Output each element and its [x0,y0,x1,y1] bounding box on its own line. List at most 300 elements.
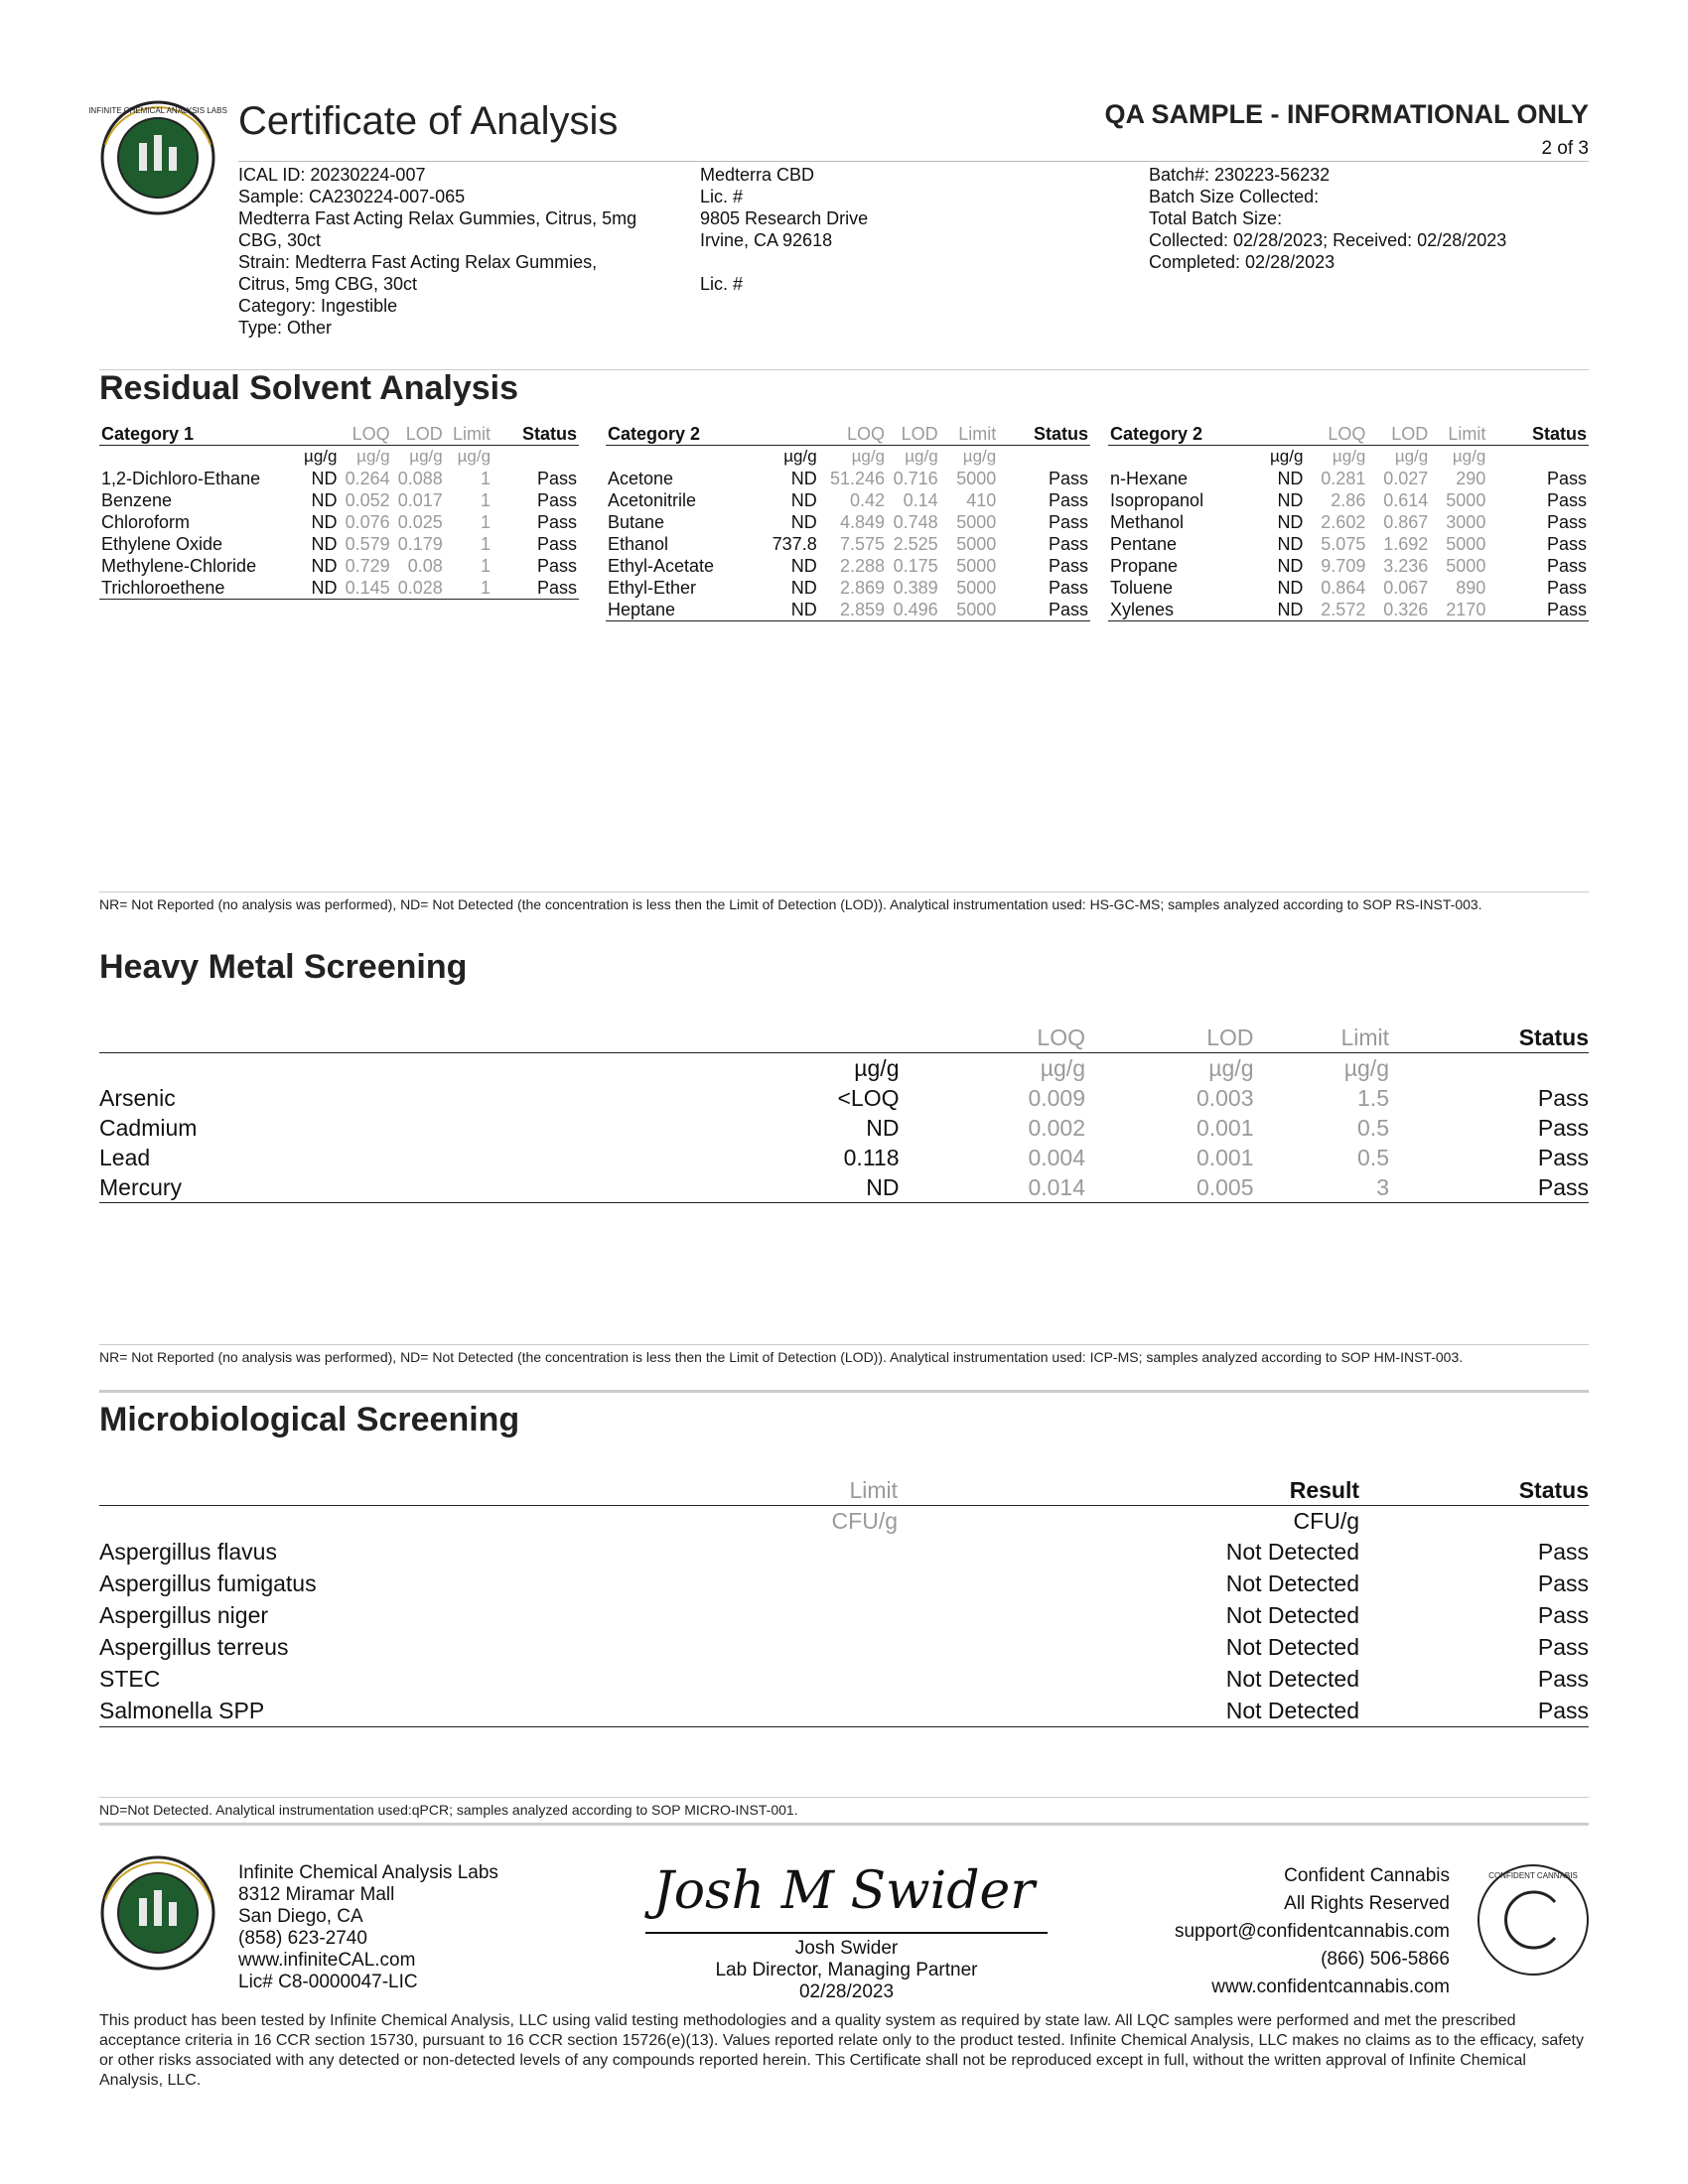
cc-contact-line: All Rights Reserved [1284,1893,1450,1914]
result-value: 737.8 [772,534,817,554]
status-value: Pass [1546,578,1587,598]
status-value: Pass [536,512,577,532]
lod-value: 0.175 [893,556,938,576]
result-value: ND [790,490,817,510]
batch-info-line: Batch#: 230223-56232 [1149,165,1331,185]
lod-header: LOD [1367,423,1430,446]
status-value: Pass [1487,599,1589,621]
limit-value: 290 [1456,469,1486,488]
section-rule [99,1823,1589,1826]
solvent-table-2 [606,423,1090,621]
table-row [99,511,579,533]
unit-label: µg/g [409,447,443,466]
limit-value: 0.5 [1357,1115,1389,1141]
lod-value: 0.716 [893,469,938,488]
header-rule [238,161,1589,162]
result-value: ND [546,1172,900,1203]
analyte-name: Heptane [606,599,756,621]
loq-value: 0.729 [345,556,390,576]
analyte-name: Isopropanol [1110,490,1204,510]
table-row [99,533,579,555]
lod-value: 0.614 [1383,490,1429,510]
limit-value: 1 [481,556,492,576]
result-value: ND [1247,599,1305,621]
analyte-name: Butane [608,512,665,532]
loq-value: 0.052 [345,490,390,510]
result-value: ND [1277,512,1304,532]
lod-value: 0.088 [397,469,443,488]
limit-value: 5000 [956,469,997,488]
analyte-name: Ethanol [608,534,669,554]
analyte-name: Aspergillus niger [99,1602,269,1628]
status-value: Pass [492,577,579,600]
lod-value: 0.028 [392,577,445,600]
section-rule [99,1390,1589,1393]
result-value: ND [311,490,338,510]
analyte-name: Xylenes [1108,599,1247,621]
analyte-name: Methanol [1110,512,1185,532]
limit-value: 1 [481,512,492,532]
lab-contact [238,1862,576,1993]
unit-label: µg/g [962,447,997,466]
unit-label: µg/g [457,447,492,466]
status-header: Status [1359,1475,1589,1506]
status-value: Pass [1537,1570,1589,1596]
signed-date: 02/28/2023 [798,1981,895,2002]
lod-value: 0.003 [1196,1085,1254,1111]
status-value: Pass [1537,1115,1589,1141]
batch-info-line: Completed: 02/28/2023 [1149,252,1336,272]
qa-label: QA SAMPLE - INFORMATIONAL ONLY [1104,99,1589,129]
limit-value: 1.5 [1357,1085,1389,1111]
ical-logo-bottom [99,1854,216,1972]
loq-value: 0.42 [849,490,886,510]
result-value: Not Detected [1225,1602,1359,1628]
result-value: Not Detected [1225,1570,1359,1596]
client-info-line: 9805 Research Drive [700,208,869,228]
status-value: Pass [1048,556,1088,576]
client-info-line: Lic. # [700,187,744,206]
unit-label: µg/g [1394,447,1429,466]
result-value: ND [1277,490,1304,510]
status-header: Status [998,423,1090,446]
status-value: Pass [536,534,577,554]
loq-value: 9.709 [1321,556,1366,576]
cc-email-link[interactable]: support@confidentcannabis.com [1174,1921,1450,1942]
result-value: ND [790,512,817,532]
limit-value: 5000 [1446,556,1486,576]
client-info-line: Medterra CBD [700,165,815,185]
analyte-name: Cadmium [99,1115,198,1141]
limit-value: 1 [445,577,492,600]
loq-value: 5.075 [1321,534,1366,554]
limit-value [621,1663,898,1695]
table-row [99,555,579,577]
status-value: Pass [1048,512,1088,532]
status-value: Pass [1546,490,1587,510]
limit-value: 3000 [1446,512,1486,532]
analyte-name: Ethyl-Acetate [608,556,715,576]
lod-value: 0.027 [1383,469,1429,488]
signer-info [645,1938,1048,2003]
limit-value [621,1536,898,1568]
unit-label: µg/g [783,447,817,466]
page-number: 2 of 3 [1541,138,1589,159]
lab-contact-line: (858) 623-2740 [238,1928,367,1949]
analyte-name: n-Hexane [1110,469,1189,488]
limit-header: Limit [1430,423,1487,446]
table-row [1108,489,1589,511]
result-value: Not Detected [1225,1634,1359,1660]
lod-value: 0.017 [397,490,443,510]
table-row [1108,555,1589,577]
lod-value: 0.496 [887,599,940,621]
limit-value: 5000 [940,599,999,621]
result-header: Result [898,1475,1359,1506]
result-value: ND [291,577,339,600]
table-row [99,1599,1589,1631]
table-row [99,1083,1589,1113]
loq-value: 4.849 [839,512,886,532]
limit-header: Limit [1254,1023,1390,1053]
disclaimer: This product has been tested by Infinite Chemical Analysis, LLC using valid testing methodologies and a quality system as required by state law. All LQC samples were performed and met the prescribed acceptance criteria in 16 CCR section 15730, pursuant to 16 CCR section 15726(e)(13). Values reported relate only to the product tested. Infinite Chemical Analysis, LLC makes no claims as to the efficacy, safety or other risks associated with any detected or non-detected levels of any compounds reported herein. This Certificate shall not be reproduced except in full, without the written approval of Infinite Chemical Analysis, LLC. [99,2012,1584,2089]
metals-note: NR= Not Reported (no analysis was performed), ND= Not Detected (the concentration is less then the Limit of Detection (LOD)). Analytical instrumentation used: ICP-MS; samples analyzed according to SOP HM-INST-003. [99,1349,1464,1365]
analyte-name: Aspergillus terreus [99,1634,289,1660]
table-row [99,1113,1589,1143]
limit-value: 3 [1254,1172,1390,1203]
analyte-name: Trichloroethene [99,577,291,600]
lab-contact-line: Infinite Chemical Analysis Labs [238,1862,498,1883]
category-header: Category 1 [99,423,291,446]
lod-value: 2.525 [893,534,938,554]
loq-value: 0.004 [1028,1145,1085,1170]
limit-value: 2170 [1430,599,1487,621]
limit-value [621,1568,898,1599]
client-info [700,164,998,295]
metals-section-title: Heavy Metal Screening [99,948,468,986]
status-value: Pass [1359,1695,1589,1726]
table-row [606,489,1090,511]
result-value: ND [790,469,817,488]
limit-value: 1 [481,534,492,554]
status-header: Status [492,423,579,446]
analyte-name: Aspergillus flavus [99,1539,277,1565]
analyte-name: Benzene [101,490,173,510]
micro-table [99,1475,1589,1727]
analyte-name: Pentane [1110,534,1178,554]
result-value: ND [756,599,818,621]
loq-value: 2.288 [839,556,886,576]
lod-value: 0.867 [1383,512,1429,532]
client-info-line: Lic. # [700,274,744,294]
result-value: ND [311,534,338,554]
loq-header: LOQ [1305,423,1367,446]
table-row [1108,577,1589,599]
unit-label: µg/g [304,447,338,466]
limit-value [621,1631,898,1663]
status-value: Pass [1546,534,1587,554]
loq-value: 0.281 [1321,469,1366,488]
status-value: Pass [998,599,1090,621]
table-row [99,577,579,600]
unit-label: CFU/g [1293,1508,1359,1534]
unit-label: µg/g [851,447,886,466]
loq-value: 0.145 [339,577,391,600]
loq-value: 0.264 [345,469,390,488]
sample-info-line: Medterra Fast Acting Relax Gummies, Citrus, 5mg [238,208,637,228]
table-row [99,1695,1589,1726]
analyte-name: Aspergillus fumigatus [99,1570,317,1596]
status-value: Pass [1546,469,1587,488]
table-row [606,555,1090,577]
sample-info-line: Type: Other [238,318,333,338]
status-value: Pass [1048,469,1088,488]
limit-value: 5000 [1446,490,1486,510]
limit-header: Limit [940,423,999,446]
result-value: ND [1277,556,1304,576]
status-value: Pass [1537,1145,1589,1170]
result-value: ND [866,1115,900,1141]
loq-value: 2.602 [1321,512,1366,532]
status-value: Pass [1537,1539,1589,1565]
status-value: Pass [1537,1666,1589,1692]
batch-info-line: Batch Size Collected: [1149,187,1320,206]
table-row [606,533,1090,555]
loq-header: LOQ [339,423,391,446]
analyte-name: Toluene [1110,578,1174,598]
lod-value: 0.001 [1196,1115,1254,1141]
page-title: Certificate of Analysis [238,99,619,143]
cc-logo-text: CONFIDENT CANNABIS [1488,1871,1578,1880]
result-value: <LOQ [837,1085,900,1111]
ical-logo-top [88,99,227,216]
section-rule [99,1797,1589,1798]
loq-value: 0.002 [1028,1115,1085,1141]
lod-value: 0.005 [1085,1172,1254,1203]
result-value: Not Detected [1225,1539,1359,1565]
lod-value: 0.001 [1196,1145,1254,1170]
section-rule [99,891,1589,892]
cc-website-link[interactable]: www.confidentcannabis.com [1211,1977,1450,1997]
limit-value: 0.5 [1357,1145,1389,1170]
section-rule [99,1344,1589,1345]
signer-title: Lab Director, Managing Partner [715,1960,978,1980]
unit-label: µg/g [1208,1055,1254,1081]
micro-note: ND=Not Detected. Analytical instrumentation used:qPCR; samples analyzed according to SOP MICRO-INST-001. [99,1802,798,1818]
status-value: Pass [1537,1085,1589,1111]
unit-label: µg/g [1270,447,1304,466]
analyte-name: Methylene-Chloride [101,556,257,576]
limit-value: 1 [481,469,492,488]
result-value: ND [790,556,817,576]
loq-value: 2.572 [1305,599,1367,621]
micro-section-title: Microbiological Screening [99,1401,520,1438]
status-value: Pass [1546,512,1587,532]
sample-info [238,164,685,339]
status-value: Pass [1537,1634,1589,1660]
lod-value: 1.692 [1383,534,1429,554]
result-value: ND [1277,534,1304,554]
loq-value: 0.579 [345,534,390,554]
loq-value: 0.014 [900,1172,1086,1203]
sample-info-line: CBG, 30ct [238,230,322,250]
sample-info-line: Category: Ingestible [238,296,398,316]
analyte-name: Lead [99,1145,151,1170]
unit-label: µg/g [854,1055,900,1081]
result-value: Not Detected [1225,1666,1359,1692]
analyte-name: Acetone [608,469,674,488]
limit-header: Limit [621,1475,898,1506]
result-value: Not Detected [898,1695,1359,1726]
table-row [99,1172,1589,1203]
result-value: ND [311,469,338,488]
ical-logo-text: INFINITE CHEMICAL ANALYSIS LABS [88,106,227,115]
unit-label: µg/g [1040,1055,1085,1081]
table-row [1108,533,1589,555]
unit-label: µg/g [1343,1055,1389,1081]
table-row [99,1663,1589,1695]
cc-contact-line: (866) 506-5866 [1321,1949,1450,1970]
status-value: Pass [1048,578,1088,598]
signature-text: Josh M Swider [652,1861,1036,1921]
unit-label: µg/g [356,447,390,466]
loq-value: 51.246 [829,469,886,488]
table-row [99,1631,1589,1663]
status-value: Pass [1537,1602,1589,1628]
table-row [606,577,1090,599]
lab-website-link[interactable]: www.infiniteCAL.com [238,1950,416,1971]
limit-value [621,1599,898,1631]
lod-value: 0.08 [407,556,443,576]
lod-value: 0.025 [397,512,443,532]
table-row [606,468,1090,489]
lod-header: LOD [1085,1023,1254,1053]
confident-cannabis-logo [1476,1862,1591,1978]
unit-label: µg/g [905,447,938,466]
loq-value: 0.864 [1321,578,1366,598]
unit-label: µg/g [1452,447,1486,466]
analyte-name: Ethylene Oxide [101,534,223,554]
lab-contact-line: 8312 Miramar Mall [238,1884,395,1905]
sample-info-line: Strain: Medterra Fast Acting Relax Gummies, [238,252,598,272]
solvent-section-title: Residual Solvent Analysis [99,369,518,407]
cc-contact [1112,1862,1450,2001]
table-row [606,599,1090,621]
limit-value: 1 [481,490,492,510]
table-row [1108,511,1589,533]
batch-info-line: Total Batch Size: [1149,208,1283,228]
result-value: ND [1277,578,1304,598]
table-row [99,1143,1589,1172]
signature-line [645,1932,1048,1934]
category-header: Category 2 [1108,423,1247,446]
table-row [99,489,579,511]
result-value: ND [790,578,817,598]
lod-value: 0.067 [1383,578,1429,598]
unit-label: µg/g [1332,447,1366,466]
solvent-note: NR= Not Reported (no analysis was performed), ND= Not Detected (the concentration is less then the Limit of Detection (LOD)). Analytical instrumentation used: HS-GC-MS; samples analyzed according to SOP RS-INST-003. [99,896,1482,912]
analyte-name: Ethyl-Ether [608,578,697,598]
analyte-name: STEC [99,1666,161,1692]
unit-label: CFU/g [831,1508,898,1534]
limit-value: 5000 [956,512,997,532]
limit-header: Limit [445,423,492,446]
status-value: Pass [1048,534,1088,554]
status-value: Pass [1048,490,1088,510]
lod-value: 0.326 [1367,599,1430,621]
lod-header: LOD [392,423,445,446]
result-value: ND [311,556,338,576]
batch-info-line: Collected: 02/28/2023; Received: 02/28/2023 [1149,230,1507,250]
batch-info [1149,164,1589,273]
result-value: ND [311,512,338,532]
cc-contact-line: Confident Cannabis [1284,1865,1450,1886]
lab-contact-line: San Diego, CA [238,1906,363,1927]
analyte-name: 1,2-Dichloro-Ethane [101,469,261,488]
lod-value: 0.179 [397,534,443,554]
sample-info-line: Sample: CA230224-007-065 [238,187,466,206]
lod-header: LOD [887,423,940,446]
loq-value: 7.575 [839,534,886,554]
limit-value: 410 [966,490,997,510]
metals-table [99,1023,1589,1203]
solvent-table-3 [1108,423,1589,621]
limit-value: 5000 [956,578,997,598]
loq-header: LOQ [900,1023,1086,1053]
lab-contact-line: Lic# C8-0000047-LIC [238,1972,418,1992]
signer-name: Josh Swider [794,1938,899,1959]
sample-info-line: ICAL ID: 20230224-007 [238,165,426,185]
table-row [99,1568,1589,1599]
analyte-name: Mercury [99,1172,546,1203]
limit-value: 890 [1456,578,1486,598]
limit-value: 5000 [1446,534,1486,554]
signature [645,1850,1048,1930]
analyte-name: Salmonella SPP [99,1695,621,1726]
client-info-line: Irvine, CA 92618 [700,230,833,250]
table-row [99,1536,1589,1568]
limit-value: 5000 [956,534,997,554]
result-value: ND [1277,469,1304,488]
analyte-name: Acetonitrile [608,490,697,510]
limit-value [621,1695,898,1726]
loq-value: 0.076 [345,512,390,532]
status-header: Status [1487,423,1589,446]
loq-header: LOQ [819,423,887,446]
sample-info-line: Citrus, 5mg CBG, 30ct [238,274,418,294]
lod-value: 0.14 [903,490,938,510]
category-header: Category 2 [606,423,756,446]
loq-value: 2.869 [839,578,886,598]
lod-value: 0.748 [893,512,938,532]
loq-value: 2.859 [819,599,887,621]
limit-value: 5000 [956,556,997,576]
table-row [606,511,1090,533]
analyte-name: Propane [1110,556,1179,576]
loq-value: 0.009 [1028,1085,1085,1111]
loq-value: 2.86 [1331,490,1366,510]
lod-value: 3.236 [1383,556,1429,576]
lod-value: 0.389 [893,578,938,598]
analyte-name: Arsenic [99,1085,176,1111]
table-row [1108,468,1589,489]
status-header: Status [1389,1023,1589,1053]
client-info-spacer [700,251,998,273]
solvent-table-1 [99,423,579,600]
result-value: 0.118 [843,1145,900,1170]
status-value: Pass [536,490,577,510]
status-value: Pass [1546,556,1587,576]
